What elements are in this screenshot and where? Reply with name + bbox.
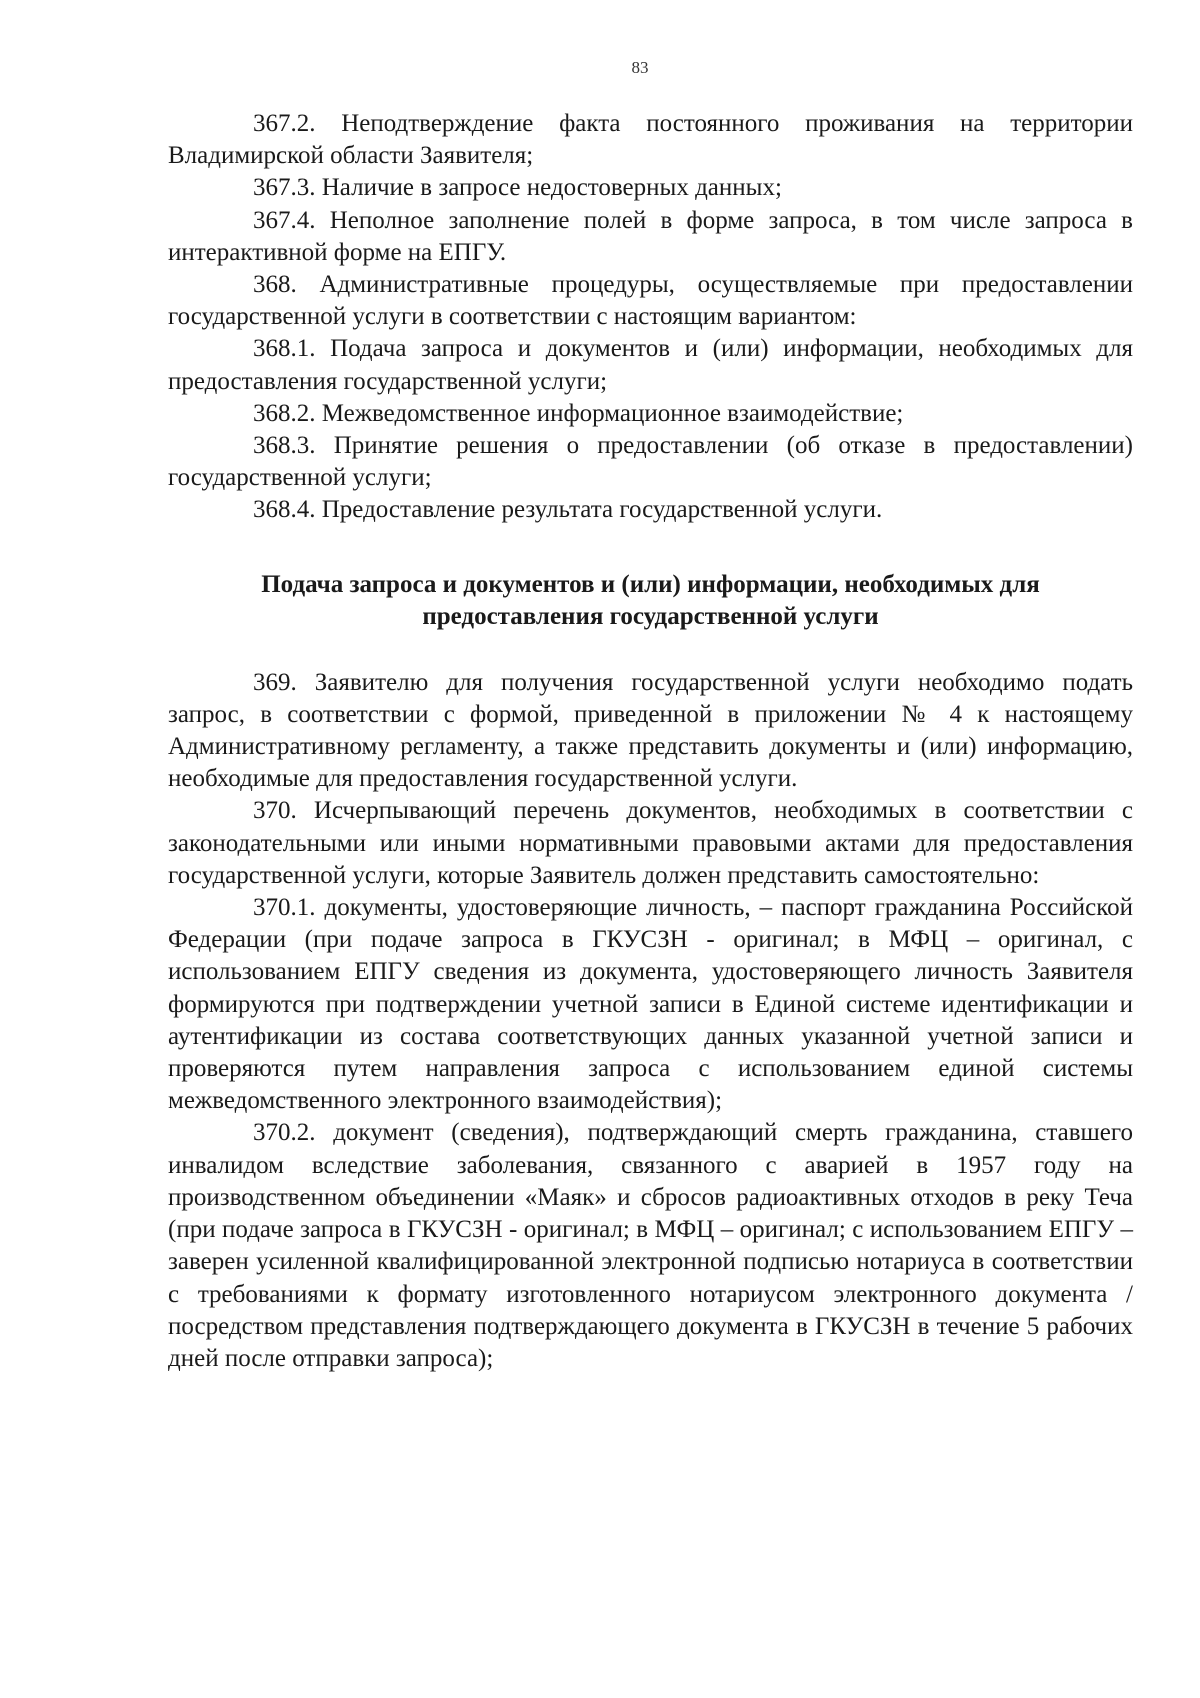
paragraph-368-2: 368.2. Межведомственное информационное взаимодействие; — [253, 399, 904, 427]
paragraph-367-2: 367.2. Неподтверждение факта постоянного проживания на территории Владимирской области Заявителя; — [168, 110, 1133, 170]
section-heading — [168, 569, 1133, 633]
paragraph-367-3: 367.3. Наличие в запросе недостоверных данных; — [253, 174, 782, 202]
paragraph-367-4: 367.4. Неполное заполнение полей в форме запроса, в том числе запроса в интерактивной форме на ЕПГУ. — [168, 206, 1133, 266]
page-content — [168, 108, 1133, 1375]
paragraph-368-1: 368.1. Подача запроса и документов и (или) информации, необходимых для предоставления государственной услуги; — [168, 335, 1133, 395]
page-number: 83 — [631, 58, 649, 77]
paragraph-370-1: 370.1. документы, удостоверяющие личность, – паспорт гражданина Российской Федерации (при подаче запроса в ГКУСЗН - оригинал; в МФЦ – оригинал, с использованием ЕПГУ сведения из документа, удостоверяющего личность Заявителя формируются при подтверждении учетной записи в Единой системе идентификации и аутентификации из состава соответствующих данных указанной учетной записи и проверяются путем направления запроса с использованием единой системы межведомственного электронного взаимодействия); — [168, 894, 1133, 1115]
paragraph-368-4: 368.4. Предоставление результата государственной услуги. — [253, 496, 883, 524]
paragraph-370-2: 370.2. документ (сведения), подтверждающий смерть гражданина, ставшего инвалидом вследствие заболевания, связанного с аварией в 1957 году на производственном объединении «Маяк» и сбросов радиоактивных отходов в реку Теча (при подаче запроса в ГКУСЗН - оригинал; в МФЦ – оригинал; с использованием ЕПГУ – заверен усиленной квалифицированной электронной подписью нотариуса в соответствии с требованиями к формату изготовленного нотариусом электронного документа / посредством представления подтверждающего документа в ГКУСЗН в течение 5 рабочих дней после отправки запроса); — [168, 1119, 1133, 1372]
section-heading-line-2: предоставления государственной услуги — [422, 602, 879, 630]
paragraph-368: 368. Административные процедуры, осуществляемые при предоставлении государственной услуги в соответствии с настоящим вариантом: — [168, 271, 1133, 331]
paragraph-369: 369. Заявителю для получения государственной услуги необходимо подать запрос, в соответствии с формой, приведенной в приложении № 4 к настоящему Административному регламенту, а также представить документы и (или) информацию, необходимые для предоставления государственной услуги. — [168, 668, 1133, 793]
paragraph-368-3: 368.3. Принятие решения о предоставлении (об отказе в предоставлении) государственной услуги; — [168, 432, 1133, 492]
section-heading-line-1: Подача запроса и документов и (или) информации, необходимых для — [261, 570, 1040, 598]
paragraph-370: 370. Исчерпывающий перечень документов, необходимых в соответствии с законодательными или иными нормативными правовыми актами для предоставления государственной услуги, которые Заявитель должен представить самостоятельно: — [168, 797, 1133, 889]
